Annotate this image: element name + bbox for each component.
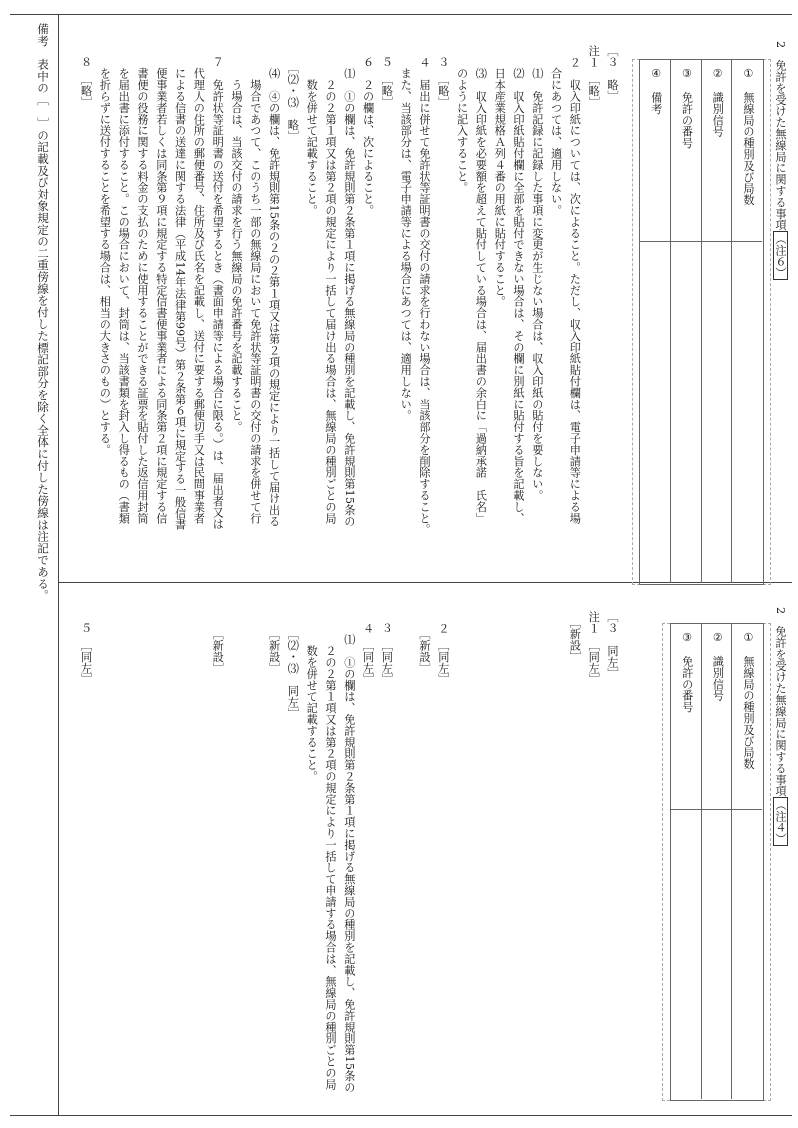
text-line: 注１ ［同左］ <box>587 611 601 686</box>
table-row <box>651 67 662 114</box>
text-line: ［新設］ <box>568 611 582 663</box>
text-line: ２ ［同左］ <box>436 611 450 686</box>
table-row <box>743 631 754 770</box>
table-row-number: ① <box>742 67 755 81</box>
text-line: ⑶ 収入印紙を必要額を超えて貼付している場合は、届出書の余白に「過納承諾 氏名」 <box>474 45 488 524</box>
table-row <box>681 631 692 713</box>
text-line: ［⑵・⑶ 同左］ <box>286 611 300 720</box>
text-line: ⑴ ①の欄は、免許規則第２条第１項に掲げる無線局の種別を記載し、免許規則第15条の <box>342 45 356 528</box>
text-line: ２の２第１項又は第２項の規定により一括して申請する場合は、無線局の種別ごとの局 <box>324 611 337 1090</box>
table-row-number: ③ <box>680 67 694 81</box>
table-cell-divider <box>639 241 670 242</box>
text-line: ３ ［同左］ <box>380 611 394 686</box>
table-row-label: 免許の番号 <box>680 91 694 149</box>
table-row-label: 無線局の種別及び局数 <box>742 655 756 770</box>
table-row-label: 識別信号 <box>711 655 725 702</box>
text-line: ５ ［略］ <box>380 45 394 108</box>
text-line: ⑴ ①の欄は、免許規則第２条第１項に掲げる無線局の種別を記載し、免許規則第15条の <box>342 611 356 1094</box>
table-row <box>743 67 754 206</box>
text-line: ５ ［同左］ <box>79 611 93 686</box>
new-header-text: 2 免許を受けた無線局に関する事項 <box>774 41 787 231</box>
table-row-label: 無線局の種別及び局数 <box>742 91 755 206</box>
new-section-header <box>775 41 786 280</box>
text-line: ［３ 略］ <box>606 45 619 102</box>
table-row-label: 免許の番号 <box>680 655 694 713</box>
table-row <box>712 631 723 701</box>
text-line: による信書の送達に関する法律（平成14年法律第99号）第２条第６項に規定する一般信書 <box>173 45 187 531</box>
text-line: ⑴ 免許記録に記録した事項に変更が生じない場合は、収入印紙の貼付を要しない。 <box>530 45 544 501</box>
text-line: ［⑵・⑶ 略］ <box>286 45 300 142</box>
table-row-number: ② <box>711 67 725 81</box>
old-header-note: （注４） <box>774 798 787 845</box>
text-line: ２ 収入印紙については、次によること。ただし、収入印紙貼付欄は、電子申請等による場 <box>568 45 582 524</box>
text-line: ７ 免許状等証明書の送付を希望するとき（書面申請等による場合に限る。）は、届出者又は <box>211 45 225 530</box>
new-header-note: （注６） <box>774 232 787 279</box>
remarks-note: 備考 表中の［ ］の記載及び対象規定の二重傍線を付した標記部分を除く全体に付した傍線は注記である。 <box>36 23 50 602</box>
table-row-label: 識別信号 <box>711 91 725 138</box>
table-row <box>681 67 692 149</box>
text-line: 便事業者若しくは同条第９項に規定する特定信書便事業者による同条第２項に規定する信 <box>154 45 168 524</box>
table-column-separator <box>731 623 732 1099</box>
text-line: ⑷ ④の欄は、免許規則第15条の２の２第１項又は第２項の規定により一括して届け出る <box>267 45 281 528</box>
text-line: 合にあつては、適用しない。 <box>549 45 563 216</box>
table-row-number: ③ <box>680 631 694 645</box>
comparison-table <box>10 14 792 1116</box>
text-line: 日本産業規格Ａ列４番の用紙に貼付すること。 <box>493 45 507 308</box>
table-column-separator <box>701 623 702 1099</box>
text-line: ４ 届出に併せて免許状等証明書の交付の請求を行わない場合は、当該部分を削除すること。 <box>418 45 431 536</box>
text-line: ［新設］ <box>267 611 281 674</box>
table-row-number: ② <box>711 631 725 645</box>
text-line: ４ ［同左］ <box>361 611 375 686</box>
text-line: を届出書に添付すること。この場合において、封筒は、当該書類を封入し得るもの（書類 <box>117 45 131 524</box>
text-line: ２の２第１項又は第２項の規定により一括して届け出る場合は、無線局の種別ごとの局 <box>324 45 337 524</box>
text-line: 数を併せて記載すること。 <box>305 611 319 782</box>
table-cell-divider <box>670 809 701 810</box>
text-line: のように記入すること。 <box>455 45 469 194</box>
table-column-separator <box>701 59 702 583</box>
text-line: う場合は、当該交付の請求を行う無線局の免許番号を記載すること。 <box>230 45 243 433</box>
text-line: ［新設］ <box>418 611 431 674</box>
text-line: ［新設］ <box>211 611 225 674</box>
text-line: ３ ［略］ <box>436 45 450 108</box>
text-line: ［３ 同左］ <box>606 611 619 680</box>
old-section-header <box>775 607 786 846</box>
table-row-number: ① <box>742 631 756 645</box>
text-line: ８ ［略］ <box>79 45 93 108</box>
text-line: 数を併せて記載すること。 <box>305 45 319 216</box>
table-row-label: 備考 <box>649 91 663 115</box>
text-line: 代理人の住所の郵便番号、住所及び氏名を記載し、送付に要する郵便切手又は民間事業者 <box>192 45 206 524</box>
column-divider <box>58 15 59 1115</box>
table-cell-divider <box>701 241 732 242</box>
table-cell-divider <box>701 809 732 810</box>
table-column-separator <box>731 59 732 583</box>
table-row-number: ④ <box>649 67 663 81</box>
text-line: ⑵ 収入印紙貼付欄に全部を貼付できない場合は、その欄に別紙に貼付する旨を記載し、 <box>512 45 525 524</box>
text-line: 書便の役務に関する料金の支払のために使用することができる証票を貼付した返信用封筒 <box>136 45 149 524</box>
table-row <box>712 67 723 137</box>
old-header-text: 2 免許を受けた無線局に関する事項 <box>774 607 787 797</box>
table-column-separator <box>670 59 671 583</box>
table-cell-divider <box>731 241 762 242</box>
table-cell-divider <box>731 809 762 810</box>
text-line: を折らずに送付することを希望する場合は、相当の大きさのもの）とする。 <box>98 45 112 456</box>
table-cell-divider <box>670 241 701 242</box>
text-line: 注１ ［略］ <box>587 45 601 108</box>
text-line: また、当該部分は、電子申請等による場合にあつては、適用しない。 <box>399 45 413 422</box>
text-line: ６ ２の欄は、次によること。 <box>361 45 375 216</box>
text-line: 場合であつて、このうち一部の無線局において免許状等証明書の交付の請求を併せて行 <box>248 45 262 524</box>
